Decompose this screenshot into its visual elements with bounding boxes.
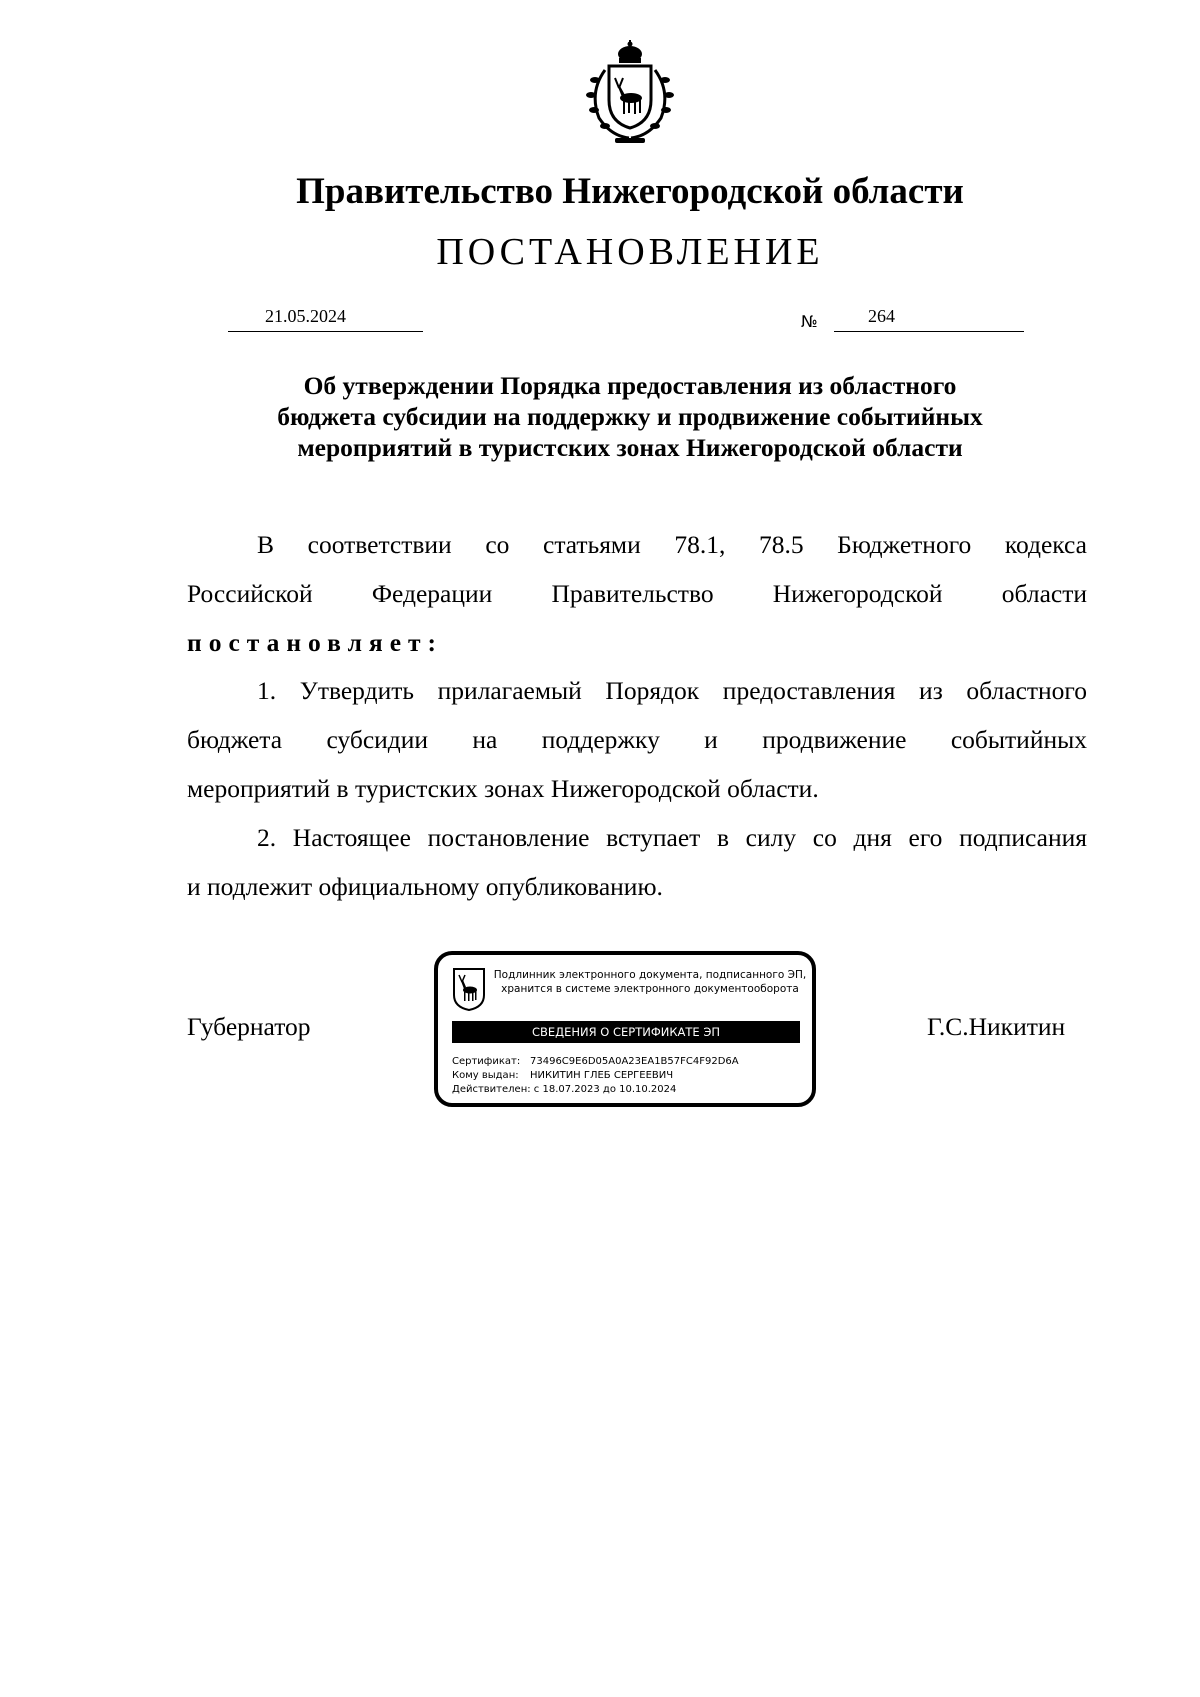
- issued-to-label: Кому выдан:: [452, 1070, 519, 1081]
- certificate-value: 73496C9E6D05A0A23EA1B57FC4F92D6A: [530, 1056, 739, 1067]
- issued-to-value: НИКИТИН ГЛЕБ СЕРГЕЕВИЧ: [530, 1070, 674, 1081]
- title-line: Об утверждении Порядка предоставления из областного: [303, 371, 957, 400]
- preamble-line: Российской Федерации Правительство Нижегородской области: [187, 579, 1087, 608]
- number-underline: [834, 311, 1024, 332]
- item1-line: бюджета субсидии на поддержку и продвижение событийных: [187, 725, 1087, 754]
- preamble-line: В соответствии со статьями 78.1, 78.5 Бюджетного кодекса: [257, 530, 1087, 559]
- item1-line: 1. Утвердить прилагаемый Порядок предоставления из областного: [257, 676, 1087, 705]
- title-line: бюджета субсидии на поддержку и продвижение событийных: [277, 402, 983, 431]
- valid-label: Действителен:: [452, 1084, 531, 1095]
- number-sign: №: [801, 312, 818, 331]
- document-number: 264: [868, 306, 895, 326]
- organization-name: Правительство Нижегородской области: [296, 171, 964, 212]
- signatory-position: Губернатор: [187, 1012, 311, 1041]
- decrees-word: постановляет:: [187, 628, 444, 657]
- signatory-name: Г.С.Никитин: [927, 1012, 1066, 1041]
- coat-of-arms-emblem: [575, 40, 685, 148]
- certificate-row: [452, 1055, 739, 1069]
- stamp-header-line: Подлинник электронного документа, подписанного ЭП,: [493, 969, 807, 981]
- document-title: [190, 370, 1070, 463]
- valid-row: [452, 1083, 739, 1097]
- deer-emblem-icon: [452, 967, 486, 1011]
- certificate-label: Сертификат:: [452, 1056, 521, 1067]
- item1-line: мероприятий в туристских зонах Нижегородской области.: [187, 774, 819, 803]
- certificate-info-band: СВЕДЕНИЯ О СЕРТИФИКАТЕ ЭП: [452, 1021, 800, 1043]
- valid-value: с 18.07.2023 до 10.10.2024: [533, 1084, 677, 1095]
- document-type: ПОСТАНОВЛЕНИЕ: [436, 231, 824, 273]
- item2-line: и подлежит официальному опубликованию.: [187, 872, 663, 901]
- stamp-header: [492, 968, 808, 996]
- certificate-details: [452, 1055, 739, 1097]
- electronic-signature-stamp: [434, 951, 816, 1107]
- issued-to-row: [452, 1069, 739, 1083]
- item2-line: 2. Настоящее постановление вступает в силу со дня его подписания: [257, 823, 1087, 852]
- title-line: мероприятий в туристских зонах Нижегородской области: [297, 433, 963, 462]
- document-date: 21.05.2024: [265, 306, 346, 326]
- stamp-header-line: хранится в системе электронного документооборота: [501, 983, 799, 995]
